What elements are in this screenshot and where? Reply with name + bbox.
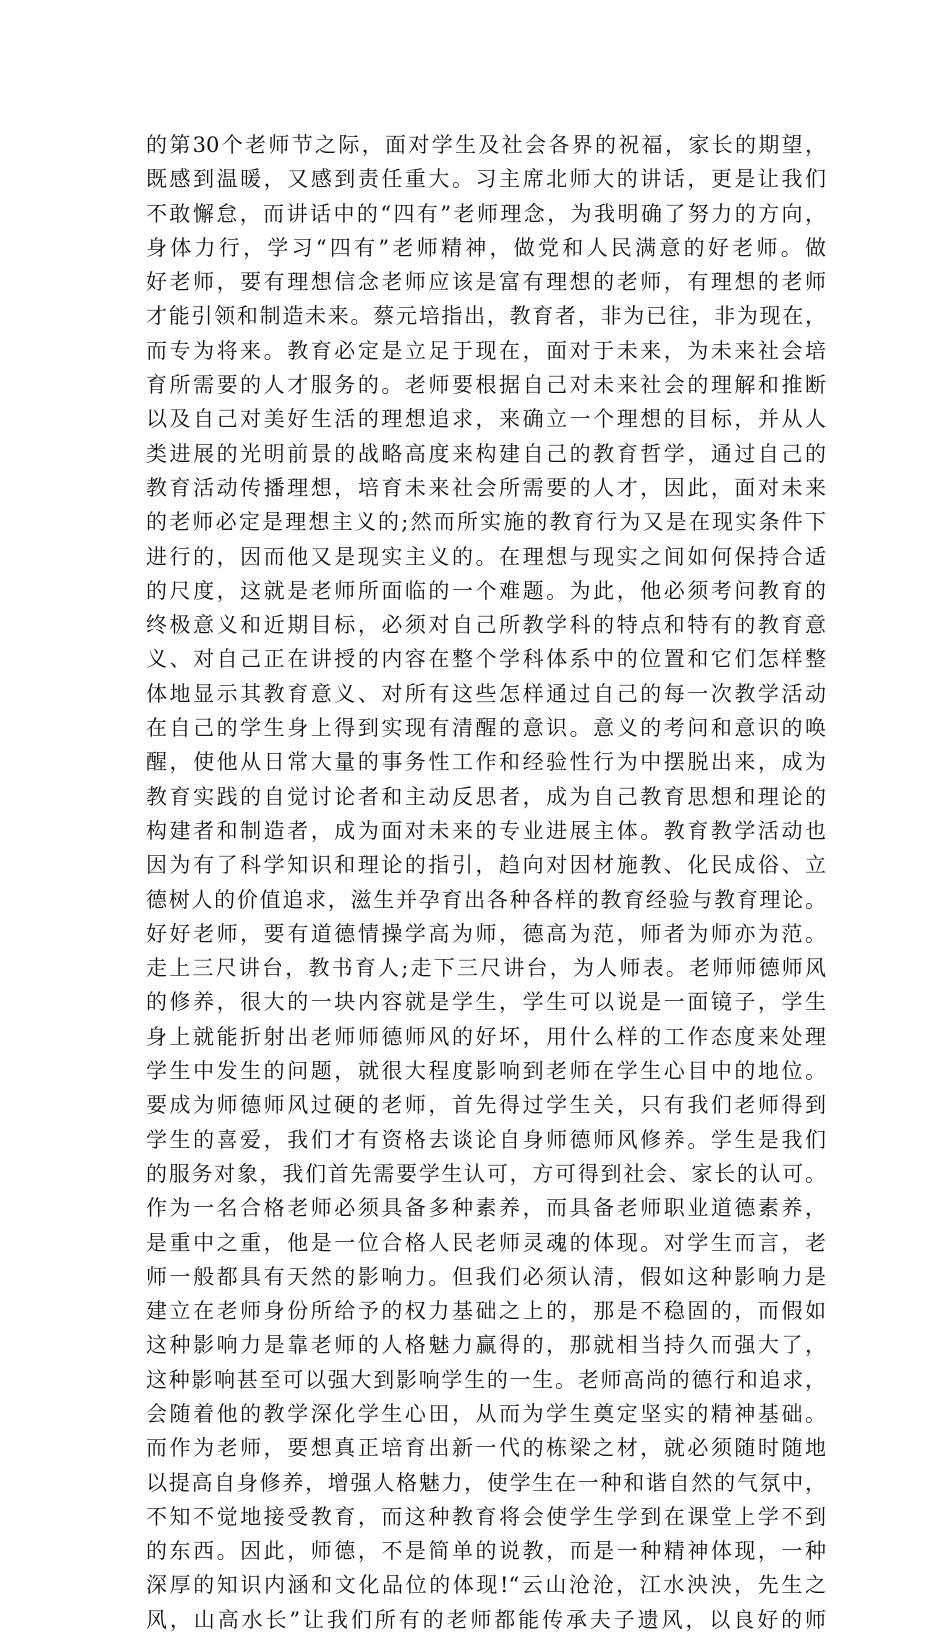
text-line: 构建者和制造者，成为面对未来的专业进展主体。教育教学活动也 <box>146 818 826 843</box>
text-line: 而作为老师，要想真正培育出新一代的栋梁之材，就必须随时随地 <box>146 1436 826 1461</box>
text-line: 走上三尺讲台，教书育人;走下三尺讲台，为人师表。老师师德师风 <box>146 956 826 981</box>
text-line: 醒，使他从日常大量的事务性工作和经验性行为中摆脱出来，成为 <box>146 750 826 775</box>
text-line: 会随着他的教学深化学生心田，从而为学生奠定坚实的精神基础。 <box>146 1401 826 1426</box>
text-line: 在自己的学生身上得到实现有清醒的意识。意义的考问和意识的唤 <box>146 716 826 741</box>
text-line: 学生的喜爱，我们才有资格去谈论自身师德师风修养。学生是我们 <box>146 1127 826 1152</box>
text-line: 类进展的光明前景的战略高度来构建自己的教育哲学，通过自己的 <box>146 441 826 466</box>
text-line: 深厚的知识内涵和文化品位的体现!“云山沧沧，江水泱泱，先生之 <box>146 1573 826 1598</box>
text-line: 以及自己对美好生活的理想追求，来确立一个理想的目标，并从人 <box>146 407 826 432</box>
text-line: 的尺度，这就是老师所面临的一个难题。为此，他必须考问教育的 <box>146 578 826 603</box>
text-line: 师一般都具有天然的影响力。但我们必须认清，假如这种影响力是 <box>146 1264 826 1289</box>
text-line: 是重中之重，他是一位合格人民老师灵魂的体现。对学生而言，老 <box>146 1230 826 1255</box>
text-line: 的第30个老师节之际，面对学生及社会各界的祝福，家长的期望， <box>146 133 826 157</box>
text-line: 身体力行，学习“四有”老师精神，做党和人民满意的好老师。做 <box>146 235 826 260</box>
text-line: 的服务对象，我们首先需要学生认可，方可得到社会、家长的认可。 <box>146 1161 826 1186</box>
text-line: 好好老师，要有道德情操学高为师，德高为范，师者为师亦为范。 <box>146 921 826 946</box>
text-line: 不敢懈怠，而讲话中的“四有”老师理念，为我明确了努力的方向， <box>146 201 826 226</box>
text-line: 才能引领和制造未来。蔡元培指出，教育者，非为已往，非为现在， <box>146 304 826 329</box>
text-line: 进行的，因而他又是现实主义的。在理想与现实之间如何保持合适 <box>146 544 826 569</box>
text-line: 体地显示其教育意义、对所有这些怎样通过自己的每一次教学活动 <box>146 681 826 706</box>
text-line: 的修养，很大的一块内容就是学生，学生可以说是一面镜子，学生 <box>146 990 826 1015</box>
text-line: 终极意义和近期目标，必须对自己所教学科的特点和特有的教育意 <box>146 613 826 638</box>
text-line: 既感到温暖，又感到责任重大。习主席北师大的讲话，更是让我们 <box>146 167 826 192</box>
text-line: 不知不觉地接受教育，而这种教育将会使学生学到在课堂上学不到 <box>146 1504 826 1529</box>
text-line: 教育实践的自觉讨论者和主动反思者，成为自己教育思想和理论的 <box>146 784 826 809</box>
text-line: 而专为将来。教育必定是立足于现在，面对于未来，为未来社会培 <box>146 338 826 363</box>
text-line: 的东西。因此，师德，不是简单的说教，而是一种精神体现，一种 <box>146 1539 826 1564</box>
text-line: 育所需要的人才服务的。老师要根据自己对未来社会的理解和推断 <box>146 373 826 398</box>
text-line: 德树人的价值追求，滋生并孕育出各种各样的教育经验与教育理论。 <box>146 887 826 912</box>
text-line: 建立在老师身份所给予的权力基础之上的，那是不稳固的，而假如 <box>146 1299 826 1324</box>
text-line: 这种影响甚至可以强大到影响学生的一生。老师高尚的德行和追求， <box>146 1367 826 1392</box>
text-line: 的老师必定是理想主义的;然而所实施的教育行为又是在现实条件下 <box>146 510 826 535</box>
text-line: 以提高自身修养，增强人格魅力，使学生在一种和谐自然的气氛中， <box>146 1470 826 1495</box>
text-line: 这种影响力是靠老师的人格魅力赢得的，那就相当持久而强大了， <box>146 1333 826 1358</box>
text-line: 因为有了科学知识和理论的指引，趋向对因材施教、化民成俗、立 <box>146 853 826 878</box>
text-line: 身上就能折射出老师师德师风的好坏，用什么样的工作态度来处理 <box>146 1024 826 1049</box>
body-text <box>146 128 826 1637</box>
text-line: 要成为师德师风过硬的老师，首先得过学生关，只有我们老师得到 <box>146 1093 826 1118</box>
text-line: 义、对自己正在讲授的内容在整个学科体系中的位置和它们怎样整 <box>146 647 826 672</box>
text-line: 好老师，要有理想信念老师应该是富有理想的老师，有理想的老师 <box>146 270 826 295</box>
text-line: 教育活动传播理想，培育未来社会所需要的人才，因此，面对未来 <box>146 475 826 500</box>
text-line: 作为一名合格老师必须具备多种素养，而具备老师职业道德素养， <box>146 1196 826 1221</box>
text-line: 风，山高水长”让我们所有的老师都能传承夫子遗风，以良好的师 <box>146 1607 826 1632</box>
text-line: 学生中发生的问题，就很大程度影响到老师在学生心目中的地位。 <box>146 1059 826 1084</box>
